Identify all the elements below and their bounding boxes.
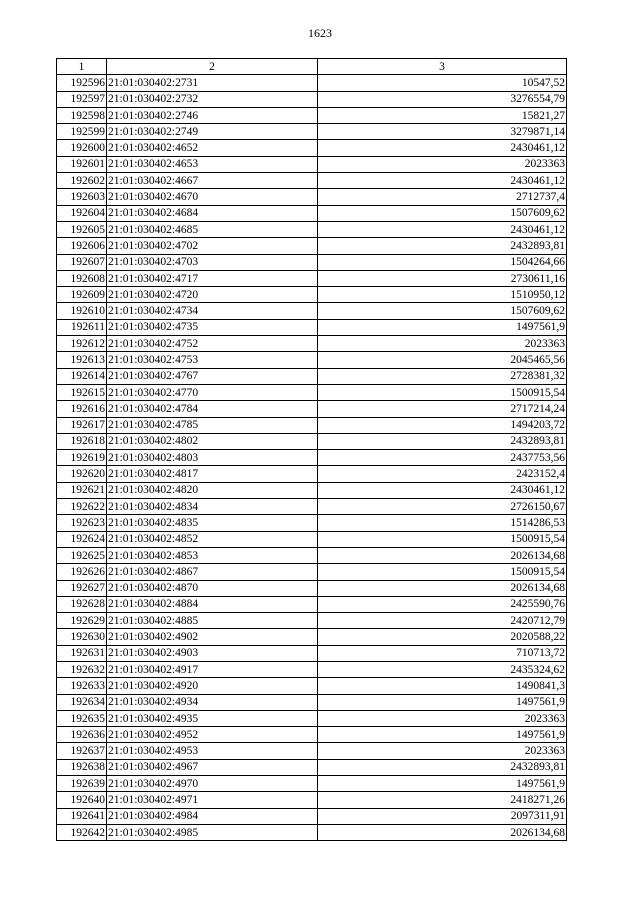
value-cell: 1514286,53 bbox=[318, 515, 567, 531]
table-row bbox=[57, 352, 567, 368]
column-header-3: 3 bbox=[318, 59, 567, 75]
table-row bbox=[57, 238, 567, 254]
cadastral-number-cell: 21:01:030402:4970 bbox=[107, 776, 318, 792]
table-row bbox=[57, 401, 567, 417]
cadastral-number-cell: 21:01:030402:4870 bbox=[107, 580, 318, 596]
row-number-cell: 192631 bbox=[57, 645, 107, 661]
value-cell: 2420712,79 bbox=[318, 613, 567, 629]
cadastral-number-cell: 21:01:030402:4953 bbox=[107, 743, 318, 759]
cadastral-number-cell: 21:01:030402:4753 bbox=[107, 352, 318, 368]
row-number-cell: 192613 bbox=[57, 352, 107, 368]
value-cell: 2432893,81 bbox=[318, 433, 567, 449]
row-number-cell: 192606 bbox=[57, 238, 107, 254]
cadastral-number-cell: 21:01:030402:4770 bbox=[107, 384, 318, 400]
cadastral-number-cell: 21:01:030402:4720 bbox=[107, 287, 318, 303]
value-cell: 2430461,12 bbox=[318, 482, 567, 498]
value-cell: 2097311,91 bbox=[318, 808, 567, 824]
row-number-cell: 192635 bbox=[57, 710, 107, 726]
row-number-cell: 192630 bbox=[57, 629, 107, 645]
row-number-cell: 192603 bbox=[57, 189, 107, 205]
cadastral-number-cell: 21:01:030402:4985 bbox=[107, 824, 318, 840]
value-cell: 1500915,54 bbox=[318, 384, 567, 400]
row-number-cell: 192618 bbox=[57, 433, 107, 449]
table-header bbox=[57, 59, 567, 75]
cadastral-number-cell: 21:01:030402:2749 bbox=[107, 124, 318, 140]
cadastral-number-cell: 21:01:030402:4685 bbox=[107, 221, 318, 237]
value-cell: 2430461,12 bbox=[318, 140, 567, 156]
row-number-cell: 192610 bbox=[57, 303, 107, 319]
value-cell: 2435324,62 bbox=[318, 661, 567, 677]
row-number-cell: 192609 bbox=[57, 287, 107, 303]
value-cell: 2430461,12 bbox=[318, 173, 567, 189]
row-number-cell: 192638 bbox=[57, 759, 107, 775]
table-row bbox=[57, 466, 567, 482]
cadastral-number-cell: 21:01:030402:4902 bbox=[107, 629, 318, 645]
table-row bbox=[57, 613, 567, 629]
value-cell: 1490841,3 bbox=[318, 678, 567, 694]
value-cell: 2023363 bbox=[318, 156, 567, 172]
row-number-cell: 192598 bbox=[57, 107, 107, 123]
cadastral-number-cell: 21:01:030402:4670 bbox=[107, 189, 318, 205]
cadastral-number-cell: 21:01:030402:4935 bbox=[107, 710, 318, 726]
cadastral-number-cell: 21:01:030402:4984 bbox=[107, 808, 318, 824]
table-row bbox=[57, 743, 567, 759]
row-number-cell: 192622 bbox=[57, 499, 107, 515]
table-row bbox=[57, 776, 567, 792]
table-row bbox=[57, 417, 567, 433]
row-number-cell: 192612 bbox=[57, 336, 107, 352]
value-cell: 2712737,4 bbox=[318, 189, 567, 205]
value-cell: 2023363 bbox=[318, 336, 567, 352]
table-row bbox=[57, 759, 567, 775]
value-cell: 2045465,56 bbox=[318, 352, 567, 368]
table-row bbox=[57, 254, 567, 270]
value-cell: 2418271,26 bbox=[318, 792, 567, 808]
cadastral-number-cell: 21:01:030402:4767 bbox=[107, 368, 318, 384]
table-row bbox=[57, 547, 567, 563]
table-row bbox=[57, 629, 567, 645]
table-row bbox=[57, 694, 567, 710]
value-cell: 1497561,9 bbox=[318, 319, 567, 335]
table-row bbox=[57, 531, 567, 547]
value-cell: 2437753,56 bbox=[318, 450, 567, 466]
table-row bbox=[57, 303, 567, 319]
table-row bbox=[57, 515, 567, 531]
cadastral-number-cell: 21:01:030402:4967 bbox=[107, 759, 318, 775]
row-number-cell: 192634 bbox=[57, 694, 107, 710]
row-number-cell: 192604 bbox=[57, 205, 107, 221]
cadastral-number-cell: 21:01:030402:4703 bbox=[107, 254, 318, 270]
row-number-cell: 192614 bbox=[57, 368, 107, 384]
cadastral-number-cell: 21:01:030402:4785 bbox=[107, 417, 318, 433]
row-number-cell: 192625 bbox=[57, 547, 107, 563]
cadastral-number-cell: 21:01:030402:4667 bbox=[107, 173, 318, 189]
cadastral-number-cell: 21:01:030402:4867 bbox=[107, 564, 318, 580]
table-row bbox=[57, 205, 567, 221]
row-number-cell: 192620 bbox=[57, 466, 107, 482]
row-number-cell: 192626 bbox=[57, 564, 107, 580]
table-body bbox=[57, 75, 567, 841]
table-row bbox=[57, 368, 567, 384]
value-cell: 3279871,14 bbox=[318, 124, 567, 140]
value-cell: 1510950,12 bbox=[318, 287, 567, 303]
table-row bbox=[57, 678, 567, 694]
table-row bbox=[57, 808, 567, 824]
value-cell: 2023363 bbox=[318, 743, 567, 759]
data-table bbox=[56, 58, 567, 841]
value-cell: 1507609,62 bbox=[318, 303, 567, 319]
row-number-cell: 192615 bbox=[57, 384, 107, 400]
row-number-cell: 192607 bbox=[57, 254, 107, 270]
value-cell: 1500915,54 bbox=[318, 564, 567, 580]
cadastral-number-cell: 21:01:030402:4917 bbox=[107, 661, 318, 677]
cadastral-number-cell: 21:01:030402:4885 bbox=[107, 613, 318, 629]
value-cell: 1497561,9 bbox=[318, 776, 567, 792]
table-row bbox=[57, 824, 567, 840]
column-header-1: 1 bbox=[57, 59, 107, 75]
value-cell: 2432893,81 bbox=[318, 759, 567, 775]
row-number-cell: 192642 bbox=[57, 824, 107, 840]
row-number-cell: 192628 bbox=[57, 596, 107, 612]
table-row bbox=[57, 580, 567, 596]
cadastral-number-cell: 21:01:030402:4802 bbox=[107, 433, 318, 449]
row-number-cell: 192596 bbox=[57, 75, 107, 91]
row-number-cell: 192600 bbox=[57, 140, 107, 156]
row-number-cell: 192599 bbox=[57, 124, 107, 140]
table-row bbox=[57, 433, 567, 449]
value-cell: 2730611,16 bbox=[318, 270, 567, 286]
value-cell: 15821,27 bbox=[318, 107, 567, 123]
value-cell: 1507609,62 bbox=[318, 205, 567, 221]
value-cell: 710713,72 bbox=[318, 645, 567, 661]
cadastral-number-cell: 21:01:030402:4817 bbox=[107, 466, 318, 482]
table-row bbox=[57, 645, 567, 661]
row-number-cell: 192636 bbox=[57, 727, 107, 743]
value-cell: 2026134,68 bbox=[318, 580, 567, 596]
row-number-cell: 192632 bbox=[57, 661, 107, 677]
cadastral-number-cell: 21:01:030402:4834 bbox=[107, 499, 318, 515]
table-row bbox=[57, 482, 567, 498]
row-number-cell: 192597 bbox=[57, 91, 107, 107]
cadastral-number-cell: 21:01:030402:4652 bbox=[107, 140, 318, 156]
table-row bbox=[57, 124, 567, 140]
value-cell: 2026134,68 bbox=[318, 547, 567, 563]
value-cell: 10547,52 bbox=[318, 75, 567, 91]
table-row bbox=[57, 140, 567, 156]
cadastral-number-cell: 21:01:030402:4784 bbox=[107, 401, 318, 417]
value-cell: 2425590,76 bbox=[318, 596, 567, 612]
table-row bbox=[57, 270, 567, 286]
page-number: 1623 bbox=[308, 26, 332, 40]
column-header-2: 2 bbox=[107, 59, 318, 75]
table-row bbox=[57, 710, 567, 726]
row-number-cell: 192633 bbox=[57, 678, 107, 694]
cadastral-number-cell: 21:01:030402:4734 bbox=[107, 303, 318, 319]
cadastral-number-cell: 21:01:030402:4735 bbox=[107, 319, 318, 335]
row-number-cell: 192605 bbox=[57, 221, 107, 237]
value-cell: 2726150,67 bbox=[318, 499, 567, 515]
value-cell: 2023363 bbox=[318, 710, 567, 726]
table-row bbox=[57, 727, 567, 743]
row-number-cell: 192611 bbox=[57, 319, 107, 335]
table-row bbox=[57, 189, 567, 205]
table-row bbox=[57, 596, 567, 612]
row-number-cell: 192619 bbox=[57, 450, 107, 466]
table-row bbox=[57, 564, 567, 580]
row-number-cell: 192640 bbox=[57, 792, 107, 808]
value-cell: 2026134,68 bbox=[318, 824, 567, 840]
table-row bbox=[57, 450, 567, 466]
cadastral-number-cell: 21:01:030402:4852 bbox=[107, 531, 318, 547]
row-number-cell: 192623 bbox=[57, 515, 107, 531]
row-number-cell: 192637 bbox=[57, 743, 107, 759]
cadastral-number-cell: 21:01:030402:4934 bbox=[107, 694, 318, 710]
table-row bbox=[57, 499, 567, 515]
row-number-cell: 192639 bbox=[57, 776, 107, 792]
row-number-cell: 192629 bbox=[57, 613, 107, 629]
cadastral-number-cell: 21:01:030402:4920 bbox=[107, 678, 318, 694]
cadastral-number-cell: 21:01:030402:4684 bbox=[107, 205, 318, 221]
cadastral-number-cell: 21:01:030402:4702 bbox=[107, 238, 318, 254]
row-number-cell: 192601 bbox=[57, 156, 107, 172]
cadastral-number-cell: 21:01:030402:2746 bbox=[107, 107, 318, 123]
header-row bbox=[57, 59, 567, 75]
table-row bbox=[57, 384, 567, 400]
row-number-cell: 192621 bbox=[57, 482, 107, 498]
cadastral-number-cell: 21:01:030402:4717 bbox=[107, 270, 318, 286]
value-cell: 1497561,9 bbox=[318, 727, 567, 743]
value-cell: 2020588,22 bbox=[318, 629, 567, 645]
value-cell: 3276554,79 bbox=[318, 91, 567, 107]
value-cell: 1500915,54 bbox=[318, 531, 567, 547]
cadastral-number-cell: 21:01:030402:4952 bbox=[107, 727, 318, 743]
value-cell: 2717214,24 bbox=[318, 401, 567, 417]
cadastral-number-cell: 21:01:030402:4884 bbox=[107, 596, 318, 612]
cadastral-number-cell: 21:01:030402:2732 bbox=[107, 91, 318, 107]
value-cell: 2423152,4 bbox=[318, 466, 567, 482]
table-row bbox=[57, 319, 567, 335]
cadastral-number-cell: 21:01:030402:4835 bbox=[107, 515, 318, 531]
cadastral-number-cell: 21:01:030402:4853 bbox=[107, 547, 318, 563]
cadastral-number-cell: 21:01:030402:2731 bbox=[107, 75, 318, 91]
cadastral-number-cell: 21:01:030402:4903 bbox=[107, 645, 318, 661]
value-cell: 2432893,81 bbox=[318, 238, 567, 254]
row-number-cell: 192624 bbox=[57, 531, 107, 547]
row-number-cell: 192608 bbox=[57, 270, 107, 286]
value-cell: 2728381,32 bbox=[318, 368, 567, 384]
table-row bbox=[57, 287, 567, 303]
cadastral-number-cell: 21:01:030402:4653 bbox=[107, 156, 318, 172]
table-row bbox=[57, 336, 567, 352]
row-number-cell: 192602 bbox=[57, 173, 107, 189]
row-number-cell: 192641 bbox=[57, 808, 107, 824]
table-row bbox=[57, 221, 567, 237]
cadastral-number-cell: 21:01:030402:4820 bbox=[107, 482, 318, 498]
cadastral-number-cell: 21:01:030402:4971 bbox=[107, 792, 318, 808]
table-row bbox=[57, 75, 567, 91]
table-row bbox=[57, 156, 567, 172]
value-cell: 1497561,9 bbox=[318, 694, 567, 710]
table-row bbox=[57, 661, 567, 677]
row-number-cell: 192617 bbox=[57, 417, 107, 433]
table-row bbox=[57, 792, 567, 808]
value-cell: 1494203,72 bbox=[318, 417, 567, 433]
cadastral-number-cell: 21:01:030402:4752 bbox=[107, 336, 318, 352]
row-number-cell: 192616 bbox=[57, 401, 107, 417]
table-row bbox=[57, 91, 567, 107]
value-cell: 2430461,12 bbox=[318, 221, 567, 237]
cadastral-number-cell: 21:01:030402:4803 bbox=[107, 450, 318, 466]
table-row bbox=[57, 107, 567, 123]
value-cell: 1504264,66 bbox=[318, 254, 567, 270]
table-row bbox=[57, 173, 567, 189]
row-number-cell: 192627 bbox=[57, 580, 107, 596]
